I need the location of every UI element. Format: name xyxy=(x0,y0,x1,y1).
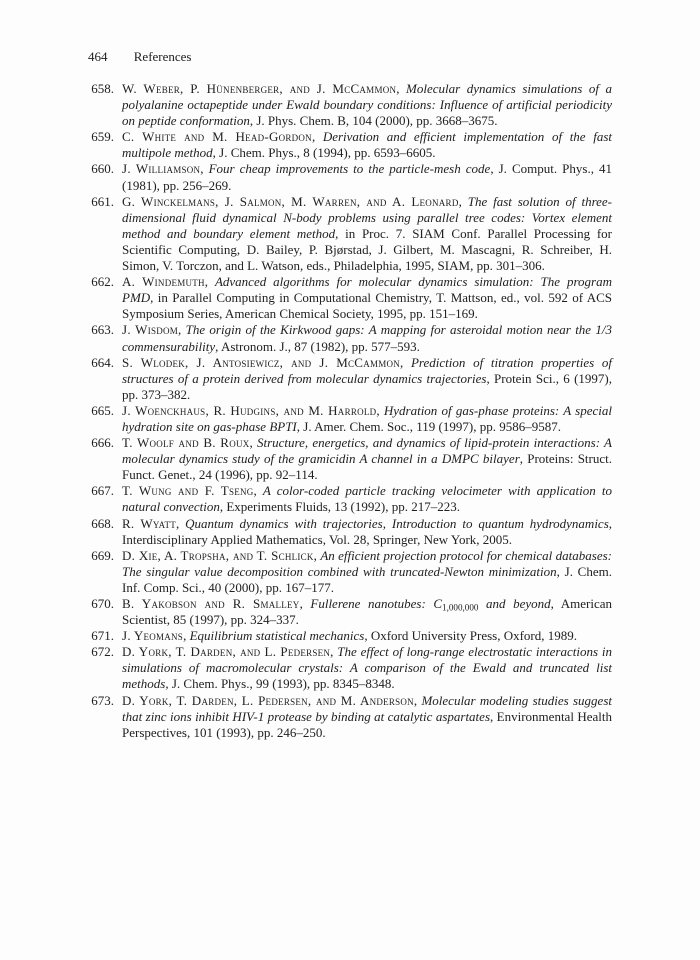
reference-segment-plain: , Oxford University Press, Oxford, 1989. xyxy=(364,628,578,644)
reference-segment-sc: W. Weber, P. Hünenberger, and J. McCammon xyxy=(122,81,397,96)
reference-segment-plain: , xyxy=(458,193,468,209)
reference-segment-plain: , Experiments Fluids, 13 (1992), pp. 217–223. xyxy=(219,499,460,515)
reference-text xyxy=(122,355,612,402)
reference-segment-plain: , xyxy=(400,354,411,370)
reference-segment-it: Molecular dynamics simulations of a polyalanine octapeptide under Ewald boundary conditions: Influence of artificial periodicity on peptide conformation xyxy=(122,81,613,129)
reference-segment-sc: J. Wisdom xyxy=(122,322,179,338)
reference-segment-plain: , xyxy=(376,402,384,418)
reference-segment-plain: , xyxy=(396,81,407,96)
reference-number: 670. xyxy=(91,596,114,611)
reference-segment-plain: , J. Chem. Phys., 8 (1994), pp. 6593–6605. xyxy=(212,145,436,161)
reference-segment-it: Derivation and efficient implementation of the fast multipole method xyxy=(122,129,612,161)
reference-entry xyxy=(88,596,612,628)
reference-segment-plain: , xyxy=(175,515,186,531)
reference-segment-sc: G. Winckelmans, J. Salmon, M. Warren, and A. Leonard xyxy=(122,193,459,209)
reference-segment-it: A color-coded particle tracking velocimeter with application to natural convection xyxy=(122,483,612,515)
reference-segment-plain: , xyxy=(249,435,257,451)
reference-number: 663. xyxy=(91,322,114,338)
reference-number: 668. xyxy=(91,515,114,531)
reference-segment-plain: , xyxy=(413,692,422,708)
reference-entry xyxy=(88,403,612,435)
reference-segment-it: Molecular modeling studies suggest that zinc ions inhibit HIV-1 protease by binding at catalytic aspartates xyxy=(122,692,612,724)
reference-number: 660. xyxy=(91,161,114,177)
reference-number: 673. xyxy=(91,692,114,708)
reference-segment-sc: C. White and M. Head-Gordon xyxy=(122,129,312,145)
reference-number: 672. xyxy=(91,644,114,660)
page-number: 464 xyxy=(88,49,108,64)
reference-entry xyxy=(88,548,612,596)
reference-segment-plain: , J. Amer. Chem. Soc., 119 (1997), pp. 9586–9587. xyxy=(296,418,561,434)
reference-segment-sc: T. Woolf and B. Roux xyxy=(122,435,250,451)
reference-number: 664. xyxy=(91,354,114,370)
reference-segment-plain: , Interdisciplinary Applied Mathematics, Vol. 28, Springer, New York, 2005. xyxy=(122,515,613,547)
reference-segment-plain: , Proteins: Struct. Funct. Genet., 24 (1996), pp. 92–114. xyxy=(122,451,612,483)
reference-text xyxy=(122,483,612,514)
reference-segment-sc: A. Windemuth xyxy=(122,274,205,290)
reference-number: 666. xyxy=(91,435,114,451)
reference-list xyxy=(88,81,612,741)
reference-segment-plain: , American Scientist, 85 (1997), pp. 324–337. xyxy=(122,596,612,628)
reference-text xyxy=(122,161,612,192)
reference-number: 665. xyxy=(91,402,114,418)
reference-number: 661. xyxy=(91,193,114,209)
reference-segment-plain: , Environmental Health Perspectives, 101 (1993), pp. 246–250. xyxy=(122,708,613,740)
reference-segment-it: Prediction of titration properties of structures of a protein derived from molecular dynamics trajectories xyxy=(122,354,613,386)
section-title: References xyxy=(133,49,192,64)
reference-segment-sc: R. Wyatt xyxy=(122,515,176,531)
reference-text xyxy=(122,435,612,482)
reference-entry xyxy=(88,322,612,354)
reference-segment-it: The effect of long-range electrostatic interactions in simulations of macromolecular crystals: A comparison of the Ewald and truncated list methods xyxy=(122,644,613,692)
reference-segment-sc: J. Yeomans xyxy=(122,628,184,644)
reference-number: 662. xyxy=(91,274,114,290)
reference-text xyxy=(122,548,612,595)
reference-segment-plain: , in Parallel Computing in Computational Chemistry, T. Mattson, ed., vol. 592 of ACS Symposium Series, American Chemical Society, 1995, pp. 151–169. xyxy=(122,290,612,322)
reference-segment-plain: , xyxy=(299,596,311,611)
reference-segment-sc: D. York, T. Darden, and L. Pedersen xyxy=(122,644,331,660)
reference-entry xyxy=(88,516,612,548)
reference-segment-sc: J. Woenckhaus, R. Hudgins, and M. Harrold xyxy=(122,402,377,418)
reference-text xyxy=(122,274,612,321)
reference-segment-plain: , in Proc. 7. SIAM Conf. Parallel Processing for Scientific Computing, D. Bailey, P. Bjørstad, J. Gilbert, M. Mascagni, R. Schreiber, H. Simon, V. Torczon, and L. Watson, eds., Philadelphia, 1995, SIAM, pp. 301–306. xyxy=(122,225,613,274)
reference-segment-plain: , J. Chem. Phys., 99 (1993), pp. 8345–8348. xyxy=(165,676,395,692)
reference-text xyxy=(122,129,612,160)
reference-text xyxy=(122,596,612,627)
reference-number: 669. xyxy=(91,547,114,563)
reference-text xyxy=(122,644,612,691)
reference-segment-plain: , J. Phys. Chem. B, 104 (2000), pp. 3668–3675. xyxy=(249,113,498,129)
reference-segment-plain: , xyxy=(178,322,186,338)
reference-segment-plain: , xyxy=(183,628,190,644)
reference-segment-sc: D. York, T. Darden, L. Pedersen, and M. Anderson xyxy=(122,692,414,708)
reference-number: 671. xyxy=(91,628,114,644)
reference-segment-it: An efficient projection protocol for chemical databases: The singular value decomposition combined with truncated-Newton minimization xyxy=(122,547,612,579)
reference-entry xyxy=(88,628,612,644)
reference-number: 658. xyxy=(91,81,114,96)
reference-entry xyxy=(88,81,612,129)
reference-segment-it: The fast solution of three-dimensional fluid dynamical N-body problems using parallel tree codes: Vortex element method and boundary element method xyxy=(122,193,613,241)
reference-text xyxy=(122,628,577,643)
reference-segment-plain: , xyxy=(253,483,263,499)
reference-entry xyxy=(88,644,612,692)
reference-entry xyxy=(88,435,612,483)
reference-segment-it: Quantum dynamics with trajectories, Introduction to quantum hydrodynamics xyxy=(185,515,609,531)
reference-segment-plain: , xyxy=(204,274,215,290)
reference-segment-it: Structure, energetics, and dynamics of lipid-protein interactions: A molecular dynamics study of the gramicidin A channel in a DMPC bilayer xyxy=(122,435,612,467)
reference-segment-plain: , xyxy=(200,161,209,177)
reference-entry xyxy=(88,161,612,193)
reference-entry xyxy=(88,483,612,515)
reference-entry xyxy=(88,194,612,274)
reference-segment-sc: D. Xie, A. Tropsha, and T. Schlick xyxy=(122,547,314,563)
reference-segment-sc: T. Wung and F. Tseng xyxy=(122,483,254,499)
reference-segment-it: Hydration of gas-phase proteins: A special hydration site on gas-phase BPTI xyxy=(122,402,613,434)
reference-text xyxy=(122,194,612,273)
reference-entry xyxy=(88,693,612,741)
reference-text xyxy=(122,693,612,740)
reference-segment-plain: , Protein Sci., 6 (1997), pp. 373–382. xyxy=(122,370,612,402)
reference-segment-plain: , xyxy=(311,129,323,145)
reference-text xyxy=(122,403,612,434)
reference-segment-plain: , J. Chem. Inf. Comp. Sci., 40 (2000), pp. 167–177. xyxy=(122,563,612,595)
reference-entry xyxy=(88,129,612,161)
reference-text xyxy=(122,322,612,353)
reference-entry xyxy=(88,355,612,403)
reference-segment-plain: , Astronom. J., 87 (1982), pp. 577–593. xyxy=(215,338,420,354)
reference-segment-it: and beyond xyxy=(478,596,551,611)
reference-segment-sc: S. Wlodek, J. Antosiewicz, and J. McCammon xyxy=(122,354,401,370)
reference-segment-it: The origin of the Kirkwood gaps: A mapping for asteroidal motion near the 1/3 commensurability xyxy=(122,322,613,354)
reference-segment-sc: J. Williamson xyxy=(122,161,201,177)
reference-segment-sub: 1,000,000 xyxy=(442,602,479,613)
running-header xyxy=(88,49,192,65)
reference-text xyxy=(122,81,612,128)
reference-segment-plain: , xyxy=(330,644,338,660)
reference-number: 667. xyxy=(91,483,114,499)
reference-entry xyxy=(88,274,612,322)
reference-number: 659. xyxy=(91,129,114,145)
reference-segment-it: Equilibrium statistical mechanics xyxy=(189,628,365,644)
reference-segment-plain: , xyxy=(313,547,321,563)
reference-segment-it: Fullerene nanotubes: C xyxy=(310,596,443,611)
reference-segment-it: Four cheap improvements to the particle-mesh code xyxy=(208,161,491,177)
reference-segment-sc: B. Yakobson and R. Smalley xyxy=(122,596,300,611)
reference-text xyxy=(122,516,612,547)
reference-segment-plain: , J. Comput. Phys., 41 (1981), pp. 256–269. xyxy=(122,161,612,193)
reference-segment-it: Advanced algorithms for molecular dynamics simulation: The program PMD xyxy=(122,274,612,306)
